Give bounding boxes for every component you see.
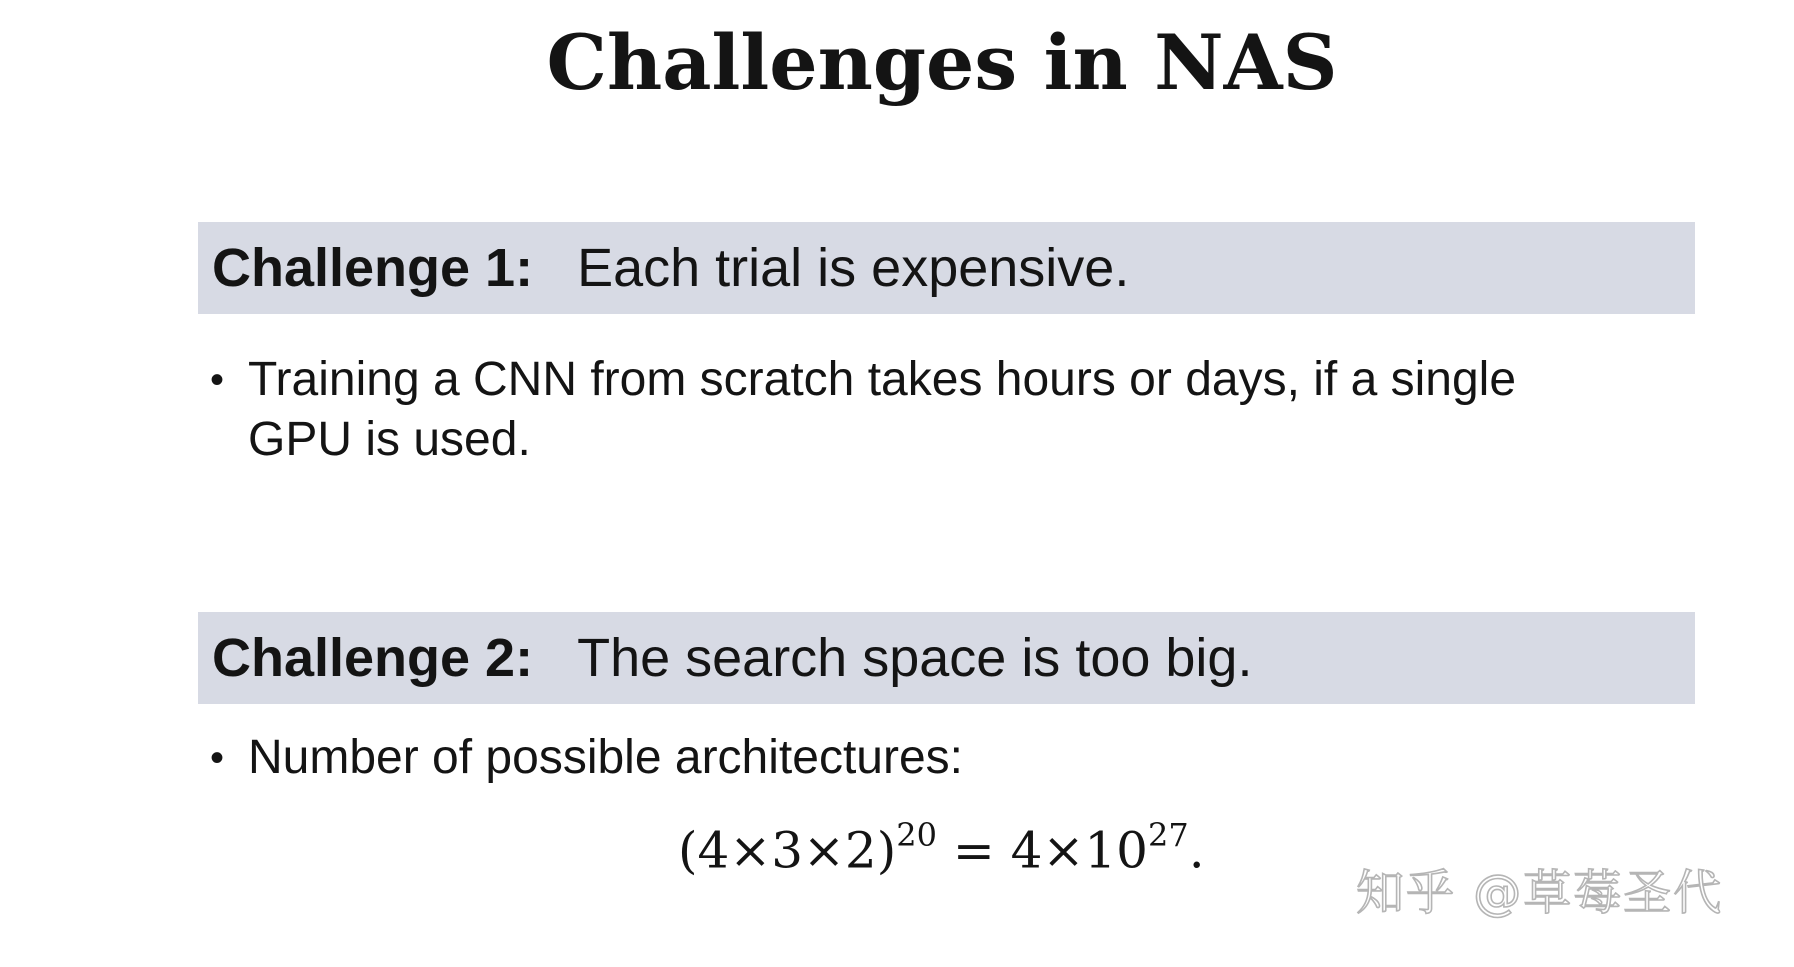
challenge-1-bullet xyxy=(210,350,1628,470)
challenge-2-header xyxy=(198,612,1695,704)
challenge-2-label: Challenge 2: xyxy=(212,628,534,688)
slide-title: Challenges in NAS xyxy=(546,18,1338,107)
challenge-1-description: Each trial is expensive. xyxy=(577,238,1130,298)
challenge-1-bullet-text: Training a CNN from scratch takes hours or days, if a single GPU is used. xyxy=(248,353,1517,466)
formula-base-exponent: 20 xyxy=(896,816,937,854)
formula-base: (4×3×2) xyxy=(678,821,897,880)
challenge-1-header xyxy=(198,222,1695,314)
formula-equals: = 4×10 xyxy=(936,821,1148,880)
formula-result-exponent: 27 xyxy=(1147,816,1189,854)
architecture-count-formula xyxy=(678,800,1205,890)
challenge-1-label: Challenge 1: xyxy=(212,238,534,298)
challenge-2-description: The search space is too big. xyxy=(577,628,1253,688)
formula-terminator: . xyxy=(1188,821,1205,880)
challenge-2-bullet-text: Number of possible architectures: xyxy=(248,731,963,784)
watermark: 知乎 @草莓圣代 xyxy=(1356,865,1724,921)
challenge-2-bullet xyxy=(210,728,1628,788)
bullet-dot-icon: • xyxy=(210,736,225,780)
bullet-dot-icon: • xyxy=(210,358,225,402)
